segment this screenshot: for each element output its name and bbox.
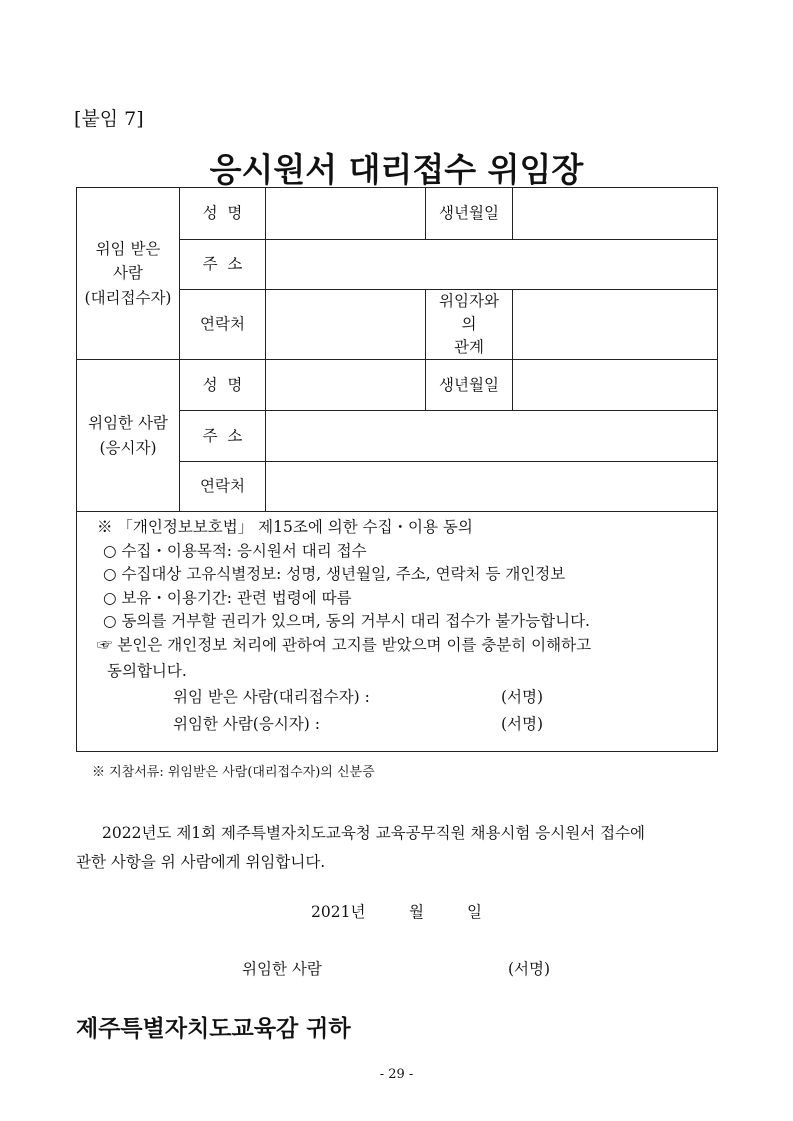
page-title: 응시원서 대리접수 위임장: [209, 150, 584, 189]
consent-agreement: ☞ 본인은 개인정보 처리에 관하여 고지를 받았으며 이를 충분히 이해하고: [97, 635, 592, 654]
delegate-section-label: 위임 받은 사람 (대리접수자): [77, 188, 180, 360]
consent-section: [77, 512, 718, 752]
required-documents-note: ※ 지참서류: 위임받은 사람(대리접수자)의 신분증: [92, 765, 375, 780]
delegator-signature-label: 위임한 사람(응시자) :: [173, 714, 320, 733]
delegate-birth-label: 생년월일: [426, 188, 513, 240]
delegation-statement: [76, 819, 718, 877]
date-year: 2021년: [311, 903, 366, 921]
attachment-label: [붙임 7]: [74, 108, 144, 130]
consent-item: ○ 수집・이용목적: 응시원서 대리 접수: [103, 541, 367, 560]
delegator-address-label: 주 소: [180, 411, 266, 462]
delegate-signature-mark[interactable]: (서명): [501, 687, 544, 706]
delegator-birth-field[interactable]: [513, 360, 718, 411]
delegator-section-label: 위임한 사람 (응시자): [77, 360, 180, 512]
delegation-form-table: [76, 187, 718, 752]
signer-label: 위임한 사람: [242, 960, 322, 978]
consent-item: ○ 보유・이용기간: 관련 법령에 따름: [103, 588, 352, 607]
delegator-name-field[interactable]: [266, 360, 426, 411]
date-month[interactable]: 월: [409, 903, 424, 921]
recipient: 제주특별자치도교육감 귀하: [76, 1016, 351, 1042]
relation-field[interactable]: [513, 290, 718, 360]
relation-label: 위임자와 의 관계: [426, 290, 513, 360]
date-day[interactable]: 일: [467, 903, 482, 921]
delegate-signature-label: 위임 받은 사람(대리접수자) :: [173, 687, 370, 706]
consent-agreement-cont: 동의합니다.: [107, 662, 187, 680]
delegator-contact-label: 연락처: [180, 462, 266, 512]
delegate-name-label: 성 명: [180, 188, 266, 240]
statement-line: 2022년도 제1회 제주특별자치도교육청 교육공무직원 채용시험 응시원서 접수에: [102, 824, 646, 842]
consent-item: ○ 수집대상 고유식별정보: 성명, 생년월일, 주소, 연락처 등 개인정보: [103, 565, 566, 583]
delegator-name-label: 성 명: [180, 360, 266, 411]
statement-line: 관한 사항을 위 사람에게 위임합니다.: [76, 853, 326, 871]
delegator-contact-field[interactable]: [266, 462, 718, 512]
delegator-birth-label: 생년월일: [426, 360, 513, 411]
consent-heading: ※ 「개인정보보호법」 제15조에 의한 수집・이용 동의: [97, 518, 473, 536]
delegate-birth-field[interactable]: [513, 188, 718, 240]
delegate-name-field[interactable]: [266, 188, 426, 240]
signer-signature-mark[interactable]: (서명): [508, 960, 551, 978]
delegate-contact-field[interactable]: [266, 290, 426, 360]
delegator-signature-mark[interactable]: (서명): [501, 714, 544, 733]
delegate-contact-label: 연락처: [180, 290, 266, 360]
consent-item: ○ 동의를 거부할 권리가 있으며, 동의 거부시 대리 접수가 불가능합니다.: [103, 612, 590, 630]
delegator-address-field[interactable]: [266, 411, 718, 462]
delegate-address-label: 주 소: [180, 240, 266, 290]
delegate-address-field[interactable]: [266, 240, 718, 290]
page-number: - 29 -: [379, 1067, 414, 1082]
